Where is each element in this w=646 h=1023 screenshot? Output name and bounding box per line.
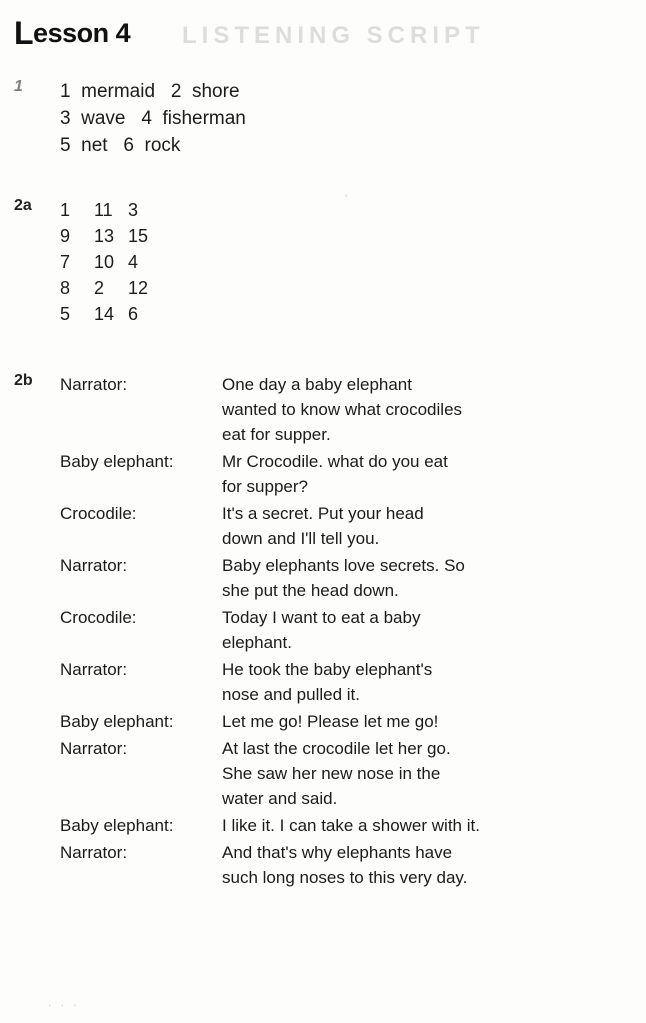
- exercise-1: [14, 78, 636, 159]
- exercise-2a-body: [60, 197, 636, 327]
- number-cell: 3: [128, 200, 139, 220]
- exercise-2b: [14, 372, 636, 892]
- number-cell: 1: [60, 200, 71, 220]
- number-row: [60, 275, 636, 301]
- dialogue-line: She saw her new nose in the: [222, 764, 441, 783]
- dialogue-line: wanted to know what crocodiles: [222, 400, 463, 419]
- dialogue-text: [220, 553, 636, 605]
- dialogue-text: [220, 501, 636, 553]
- dialogue-line: elephant.: [222, 633, 292, 652]
- dialogue-text: [220, 657, 636, 709]
- dialogue-line: water and said.: [222, 789, 338, 808]
- dialogue-line: He took the baby elephant's: [222, 660, 433, 679]
- dialogue-row: [60, 449, 636, 501]
- dialogue-row: [60, 501, 636, 553]
- dialogue-line: One day a baby elephant: [222, 375, 412, 394]
- dialogue-line: I like it. I can take a shower with it.: [222, 816, 480, 835]
- dialogue-line: she put the head down.: [222, 581, 399, 600]
- number-cell: 6: [128, 304, 139, 324]
- dialogue-text: [220, 605, 636, 657]
- dialogue-row: [60, 372, 636, 449]
- header-watermark-text: LISTENING SCRIPT: [182, 22, 485, 49]
- exercise-2b-number: 2b: [14, 372, 33, 389]
- number-cell: 7: [60, 252, 71, 272]
- exercise-2b-body: [60, 372, 636, 892]
- number-row: [60, 301, 636, 327]
- number-cell: 8: [60, 278, 71, 298]
- word-line: 1 mermaid 2 shore: [60, 81, 240, 102]
- number-cell: 4: [128, 252, 139, 272]
- speaker-label: Narrator:: [60, 556, 128, 575]
- number-row: [60, 249, 636, 275]
- dialogue-line: It's a secret. Put your head: [222, 504, 424, 523]
- dialogue-line: Let me go! Please let me go!: [222, 712, 439, 731]
- dialogue-text: [220, 840, 636, 892]
- word-line: 5 net 6 rock: [60, 135, 181, 156]
- dialogue-row: [60, 553, 636, 605]
- title-rest: esson 4: [33, 18, 131, 48]
- exercise-2a: [14, 197, 636, 327]
- scan-artifact: . . .: [48, 995, 80, 1009]
- number-cell: 15: [128, 226, 149, 246]
- number-cell: 14: [94, 304, 115, 324]
- dialogue-row: [60, 813, 636, 840]
- speaker-label: Narrator:: [60, 843, 128, 862]
- number-cell: 10: [94, 252, 115, 272]
- speaker-label: Narrator:: [60, 660, 128, 679]
- dialogue-text: [220, 709, 636, 736]
- dialogue-row: [60, 657, 636, 709]
- dialogue-line: nose and pulled it.: [222, 685, 360, 704]
- dialogue-row: [60, 736, 636, 813]
- exercise-1-body: [60, 78, 636, 159]
- speaker-label: Narrator:: [60, 375, 128, 394]
- speaker-label: Baby elephant:: [60, 452, 174, 471]
- number-row: [60, 197, 636, 223]
- number-cell: 2: [94, 278, 105, 298]
- dialogue-text: [220, 813, 636, 840]
- speaker-label: Narrator:: [60, 739, 128, 758]
- page-title: [14, 15, 131, 51]
- exercise-1-number: 1: [14, 78, 23, 95]
- exercise-2a-number: 2a: [14, 197, 32, 214]
- speaker-label: Crocodile:: [60, 504, 137, 523]
- page-header: [14, 14, 636, 60]
- speaker-label: Crocodile:: [60, 608, 137, 627]
- dialogue-text: [220, 736, 636, 813]
- dialogue-text: [220, 372, 636, 449]
- number-row: [60, 223, 636, 249]
- dialogue-line: down and I'll tell you.: [222, 529, 380, 548]
- number-cell: 12: [128, 278, 149, 298]
- speaker-label: Baby elephant:: [60, 816, 174, 835]
- title-drop-cap: L: [14, 15, 34, 51]
- dialogue-row: [60, 840, 636, 892]
- dialogue-line: for supper?: [222, 477, 308, 496]
- dialogue-table: [60, 372, 636, 892]
- dialogue-line: Today I want to eat a baby: [222, 608, 421, 627]
- dialogue-line: eat for supper.: [222, 425, 331, 444]
- number-cell: 9: [60, 226, 71, 246]
- dialogue-row: [60, 709, 636, 736]
- number-cell: 5: [60, 304, 71, 324]
- dialogue-line: And that's why elephants have: [222, 843, 453, 862]
- dialogue-line: Baby elephants love secrets. So: [222, 556, 465, 575]
- scan-artifact: ': [345, 192, 348, 206]
- dialogue-line: Mr Crocodile. what do you eat: [222, 452, 448, 471]
- dialogue-line: At last the crocodile let her go.: [222, 739, 451, 758]
- dialogue-text: [220, 449, 636, 501]
- speaker-label: Baby elephant:: [60, 712, 174, 731]
- number-cell: 11: [94, 200, 113, 220]
- dialogue-row: [60, 605, 636, 657]
- dialogue-line: such long noses to this very day.: [222, 868, 468, 887]
- word-line: 3 wave 4 fisherman: [60, 108, 246, 129]
- number-cell: 13: [94, 226, 115, 246]
